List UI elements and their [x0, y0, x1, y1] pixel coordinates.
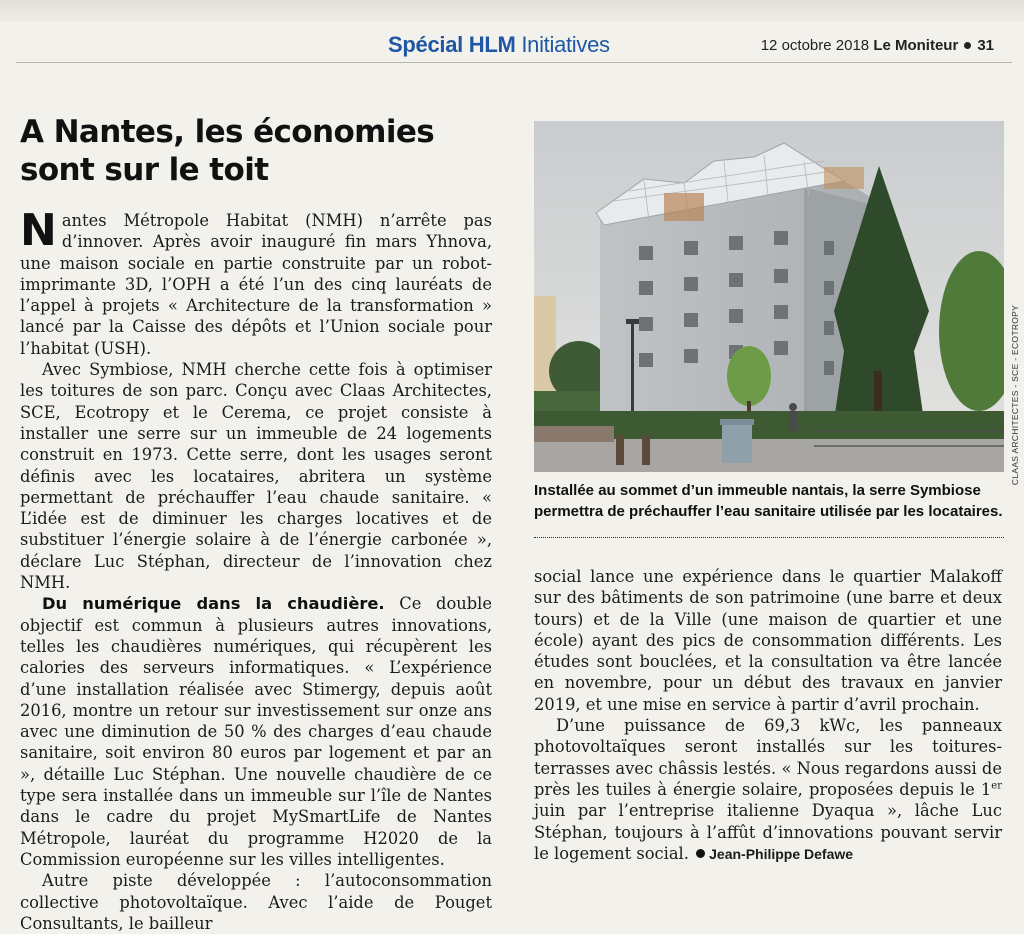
section-heading-bold: Spécial HLM	[388, 32, 516, 57]
building-photo	[534, 121, 1004, 472]
issue-info	[761, 37, 994, 54]
paragraph-numerique-text: Ce double objectif est commun à plusieurs autres innovations, telles les chaudières numériques, qui récupèrent les calories des serveurs informatiques. « L’expérience d’une installation réalisée avec Stimergy, depuis août 2016, montre un retour sur investissement sur onze ans avec une diminution de 50 % des charges d’eau chaude sanitaire, soit environ 80 euros par logement et par an », détaille Luc Stéphan. Une nouvelle chaudière de ce type sera installée dans un immeuble sur l’île de Nantes dans le cadre du projet MySmartLife de Nantes Métropole, lauréat du programme H2020 de la Commission européenne sur les villes intelligentes.	[20, 594, 492, 869]
paragraph-puissance-text: D’une puissance de 69,3 kWc, les panneaux photovoltaïques seront installés sur les toitures-terrasses avec châssis lestés. « Nous regardons aussi de près les tuiles à énergie solaire, proposées depuis le 1	[534, 716, 1002, 799]
paragraph-puissance	[534, 715, 1002, 865]
paragraph-intro	[20, 205, 492, 359]
building-photo-illustration	[534, 121, 1004, 472]
superscript-er: er	[991, 780, 1002, 792]
paragraph-puissance-end: juin par l’entreprise italienne Dyaqua », lâche Luc Stéphan, toujours à l’affût d’innovations pouvant servir le logement social.	[534, 801, 1002, 863]
dropcap: N	[20, 205, 57, 256]
paragraph-intro-text: antes Métropole Habitat (NMH) n’arrête pas d’innover. Après avoir inauguré fin mars Yhnova, une maison sociale en partie construite par un robot-imprimante 3D, l’OPH a été l’un des cinq lauréats de l’appel à projets « Architecture de la transformation » lancé par la Caisse des dépôts et l’Union sociale pour l’habitat (USH).	[20, 211, 492, 358]
article-column-left	[20, 205, 492, 934]
intertitle: Du numérique dans la chaudière.	[42, 594, 385, 614]
header-rule	[16, 62, 1012, 63]
photo-credit	[1009, 300, 1021, 490]
caption-divider	[534, 537, 1004, 538]
paragraph-numerique	[20, 593, 492, 870]
issue-date: 12 octobre 2018	[760, 37, 870, 54]
section-heading-light: Initiatives	[521, 32, 610, 57]
publication-name: Le Moniteur	[873, 37, 959, 54]
author-byline: Jean-Philippe Defawe	[709, 845, 854, 862]
article-column-right	[534, 566, 1002, 865]
byline-bullet-icon	[696, 849, 705, 858]
bullet-icon	[964, 42, 971, 49]
section-heading	[388, 32, 610, 58]
previous-page-bleed	[0, 0, 1024, 22]
article-title: A Nantes, les économies sont sur le toit	[20, 114, 435, 188]
photo-credit-text: CLAAS ARCHITECTES - SCE - ECOTROPY	[1010, 304, 1020, 486]
paragraph-symbiose: Avec Symbiose, NMH cherche cette fois à optimiser les toitures de son parc. Conçu avec Claas Architectes, SCE, Ecotropy et le Cerema, ce projet consiste à installer une serre sur un immeuble de 24 logements construit en 1973. Cette serre, dont les usages seront définis avec les locataires, abritera un système permettant de préchauffer l’eau chaude sanitaire. « L’idée est de diminuer les charges locatives et de substituer l’énergie solaire à de l’énergie carbonée », déclare Luc Stéphan, directeur de l’innovation chez NMH.	[20, 360, 492, 593]
paragraph-photovoltaique: Autre piste développée : l’autoconsommation collective photovoltaïque. Avec l’aide de Pouget Consultants, le bailleur	[20, 871, 492, 933]
paragraph-malakoff: social lance une expérience dans le quartier Malakoff sur des bâtiments de son patrimoine (une barre et deux tours) et de la Ville (une maison de quartier et une école) ayant des pics de consommation différents. Les études sont bouclées, et la consultation va être lancée en novembre, pour un début des travaux en janvier 2019, et une mise en service à partir d’avril prochain.	[534, 567, 1002, 714]
page-number: 31	[977, 37, 994, 54]
photo-caption: Installée au sommet d’un immeuble nantais, la serre Symbiose permettra de préchauffer l’eau sanitaire utilisée par les locataires.	[534, 482, 1003, 520]
